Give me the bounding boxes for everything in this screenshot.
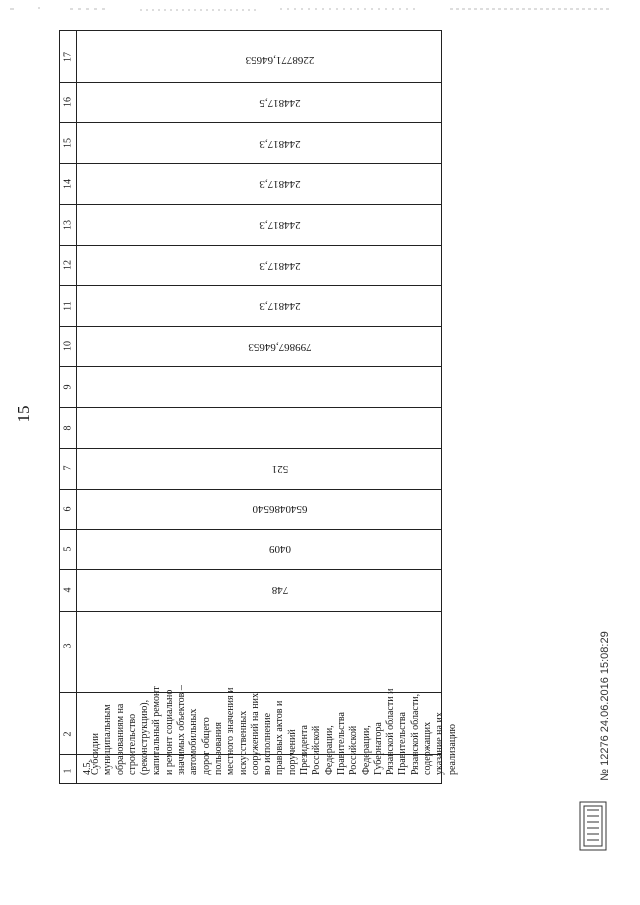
column-number: 6 (62, 506, 74, 512)
description-line: указание на их (434, 712, 446, 775)
cell-col16: 244817,5 (259, 97, 301, 109)
description-line: образованиям на (114, 703, 126, 775)
description-line: пользования (212, 722, 224, 775)
row-divider (60, 163, 441, 164)
row-divider (60, 448, 441, 449)
cell-col15: 244817,3 (259, 138, 301, 150)
row-divider (60, 285, 441, 286)
row-divider (60, 489, 441, 490)
description-line: Субсидии (90, 733, 101, 775)
description-line: сооружений на них (249, 693, 261, 775)
column-number: 10 (62, 341, 74, 351)
description-line: значимых объектов – (176, 685, 188, 775)
column-number: 5 (62, 546, 74, 552)
column-divider (76, 31, 77, 783)
description-line: Рязанской области и (385, 688, 397, 775)
stamp-text: № 12276 24.06.2016 15:08:29 (599, 631, 611, 781)
description-line: местного значения и (225, 687, 237, 775)
row-divider (60, 245, 441, 246)
description-line: (реконструкцию), (139, 699, 151, 775)
description-line: строительство (126, 713, 138, 775)
column-number: 9 (62, 384, 74, 390)
description-line: искусственных (237, 710, 249, 775)
cell-col6: 6540486540 (252, 503, 308, 515)
description-line: дорог общего (200, 717, 212, 775)
cell-col11: 244817,3 (259, 300, 301, 312)
description-line: автомобильных (188, 708, 200, 775)
description-line: Правительства (335, 712, 347, 775)
cell-col4: 748 (271, 584, 289, 596)
description-line: Федерации, (360, 725, 372, 775)
column-number: 8 (62, 425, 74, 431)
column-number: 7 (62, 465, 74, 471)
column-number: 3 (62, 643, 74, 649)
registry-emblem-icon (578, 800, 608, 852)
column-number: 17 (62, 52, 74, 62)
registration-stamp (575, 620, 615, 800)
description-line: Рязанской области, (409, 693, 421, 775)
column-number: 1 (62, 768, 74, 774)
cell-col10: 799867,64653 (248, 341, 312, 353)
cell-col17: 2268771,64653 (245, 54, 315, 66)
column-number: 4 (62, 587, 74, 593)
row-divider (60, 529, 441, 530)
description-line: муниципальным (102, 704, 114, 775)
description-line: капитальный ремонт (151, 686, 163, 775)
cell-col13: 244817,3 (259, 219, 301, 231)
scan-noise (0, 4, 640, 14)
column-number: 2 (62, 731, 74, 737)
row-divider (60, 82, 441, 83)
column-number: 13 (62, 220, 74, 230)
cell-col12: 244817,3 (259, 260, 301, 272)
page-number: 15 (14, 405, 33, 423)
row-divider (60, 122, 441, 123)
description-line: Губернатора (372, 722, 384, 775)
column-number: 16 (62, 97, 74, 107)
column-number: 14 (62, 179, 74, 189)
description-line: Российской (348, 725, 360, 775)
column-number: 15 (62, 138, 74, 148)
description-line: Российской (311, 725, 323, 775)
row-divider (60, 204, 441, 205)
description-line: Президента (299, 725, 311, 775)
column-number: 11 (62, 301, 74, 311)
row-divider (60, 569, 441, 570)
row-divider (60, 366, 441, 367)
row-divider (60, 611, 441, 612)
budget-table (59, 30, 458, 784)
description-line: Правительства (397, 712, 409, 775)
row-divider (60, 407, 441, 408)
row-divider (60, 326, 441, 327)
description-line: реализацию (446, 724, 458, 775)
description-line: и ремонт социально (163, 689, 175, 775)
cell-col14: 244817,3 (259, 178, 301, 190)
cell-col5: 0409 (269, 543, 291, 555)
description-line: поручений (286, 729, 298, 775)
cell-col7: 521 (271, 463, 289, 475)
description-line: правовых актов и (274, 700, 286, 775)
description-line: содержащих (422, 721, 434, 775)
description-line: Федерации, (323, 725, 335, 775)
row-description (90, 637, 458, 775)
description-line: во исполнение (262, 712, 274, 775)
column-number: 12 (62, 260, 74, 270)
row-number: 4.5. (82, 760, 93, 775)
